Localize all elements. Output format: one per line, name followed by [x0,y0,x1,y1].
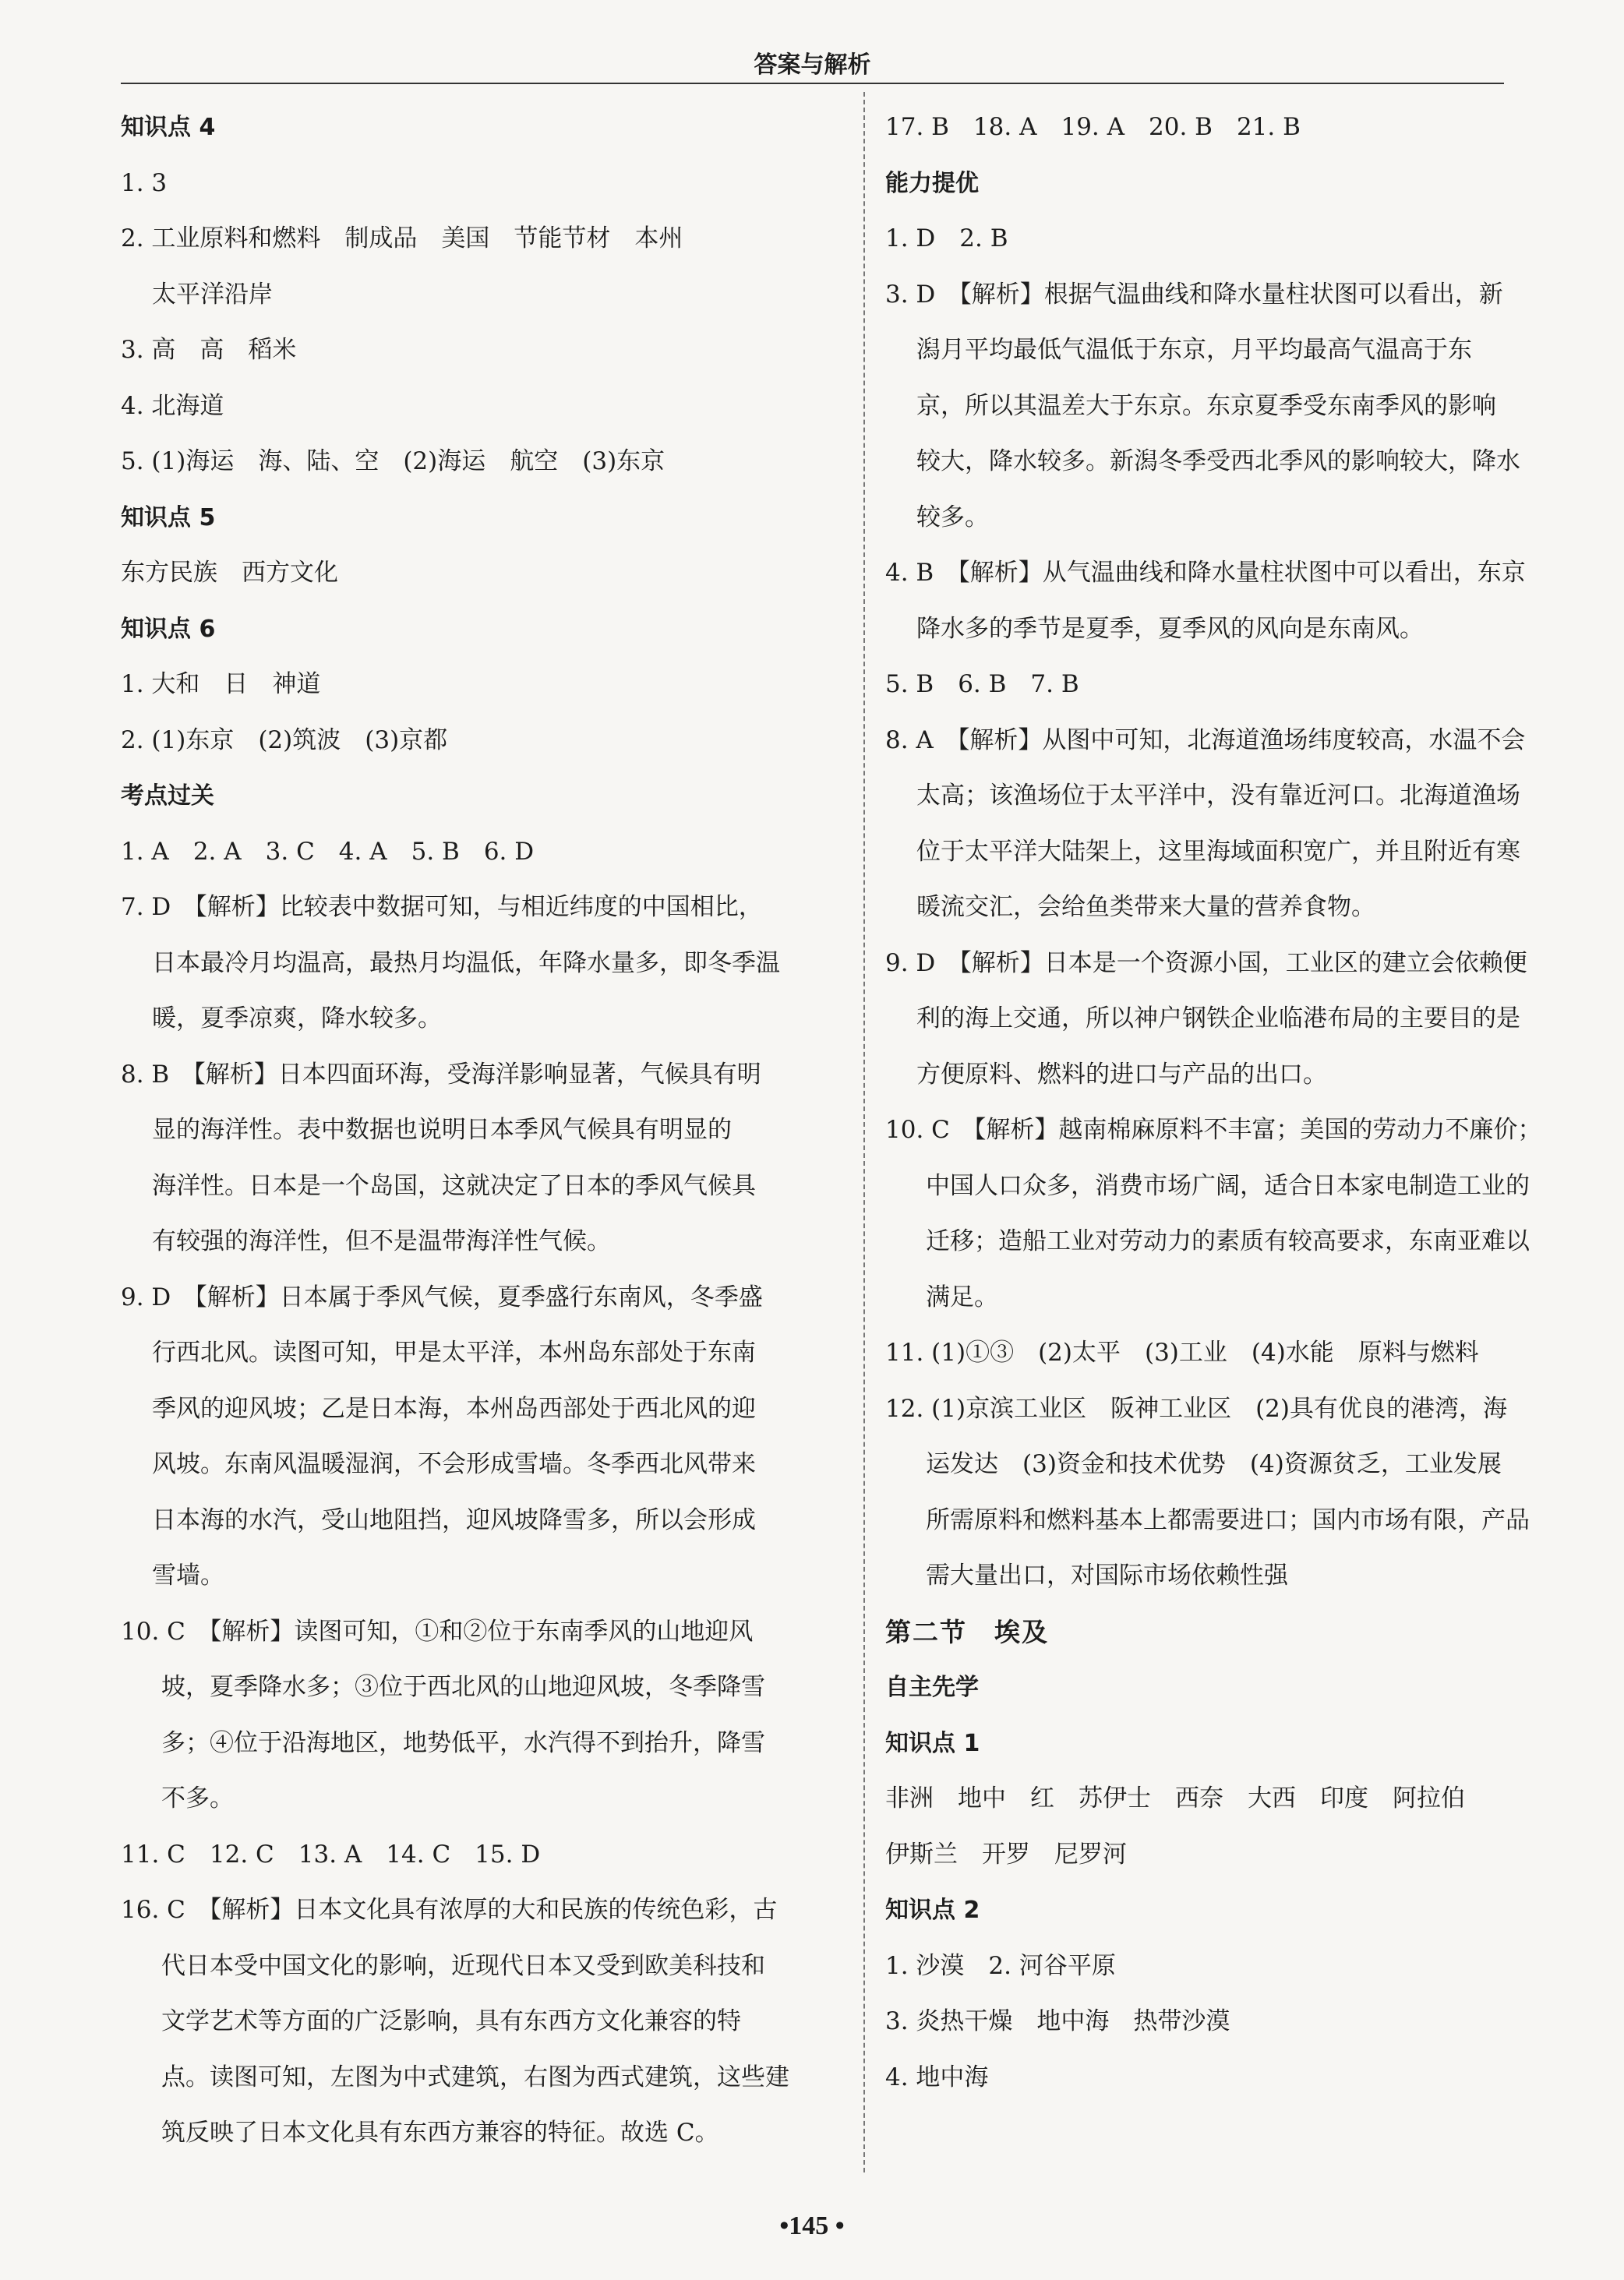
left-column [121,100,838,2162]
answer-line: 7. D 【解析】比较表中数据可知，与相近纬度的中国相比， [121,893,763,921]
answer-line: 9. D 【解析】日本是一个资源小国，工业区的建立会依赖便 [885,948,1527,977]
answer-line: 日本海的水汽，受山地阻挡，迎风坡降雪多，所以会形成 [152,1505,756,1534]
answer-line: 8. B 【解析】日本四面环海，受海洋影响显著，气候具有明 [121,1060,761,1089]
header-divider [121,83,1504,84]
answer-line: 中国人口众多，消费市场广阔，适合日本家电制造工业的 [926,1171,1530,1200]
answer-line: 12. (1)京滨工业区 阪神工业区 (2)具有优良的港湾，海 [885,1394,1507,1423]
answer-line: 风坡。东南风温暖湿润，不会形成雪墙。冬季西北风带来 [152,1450,756,1478]
section-heading: 知识点 5 [121,503,216,531]
answer-line: 暖，夏季凉爽，降水较多。 [152,1004,442,1032]
section-heading: 考点过关 [121,782,214,810]
answer-line: 迁移；造船工业对劳动力的素质有较高要求，东南亚难以 [926,1227,1530,1255]
answer-line: 筑反映了日本文化具有东西方兼容的特征。故选 C。 [161,2119,719,2147]
answer-line: 2. 工业原料和燃料 制成品 美国 节能节材 本州 [121,224,683,252]
answer-line: 较多。 [916,503,989,531]
answer-line: 海洋性。日本是一个岛国，这就决定了日本的季风气候具 [152,1171,756,1200]
chapter-heading: 第二节 埃及 [885,1616,1049,1647]
column-divider [863,92,865,2172]
answer-line: 季风的迎风坡；乙是日本海，本州岛西部处于西北风的迎 [152,1394,756,1423]
answer-line: 满足。 [926,1283,998,1311]
answer-line: 京，所以其温差大于东京。东京夏季受东南季风的影响 [916,391,1496,420]
answer-line: 较大，降水较多。新潟冬季受西北季风的影响较大，降水 [916,447,1520,475]
answer-line: 16. C 【解析】日本文化具有浓厚的大和民族的传统色彩，古 [121,1896,778,1924]
answer-line: 1. 大和 日 神道 [121,670,321,698]
answer-line: 伊斯兰 开罗 尼罗河 [885,1840,1127,1869]
answer-line: 1. D 2. B [885,224,1008,252]
answer-line: 非洲 地中 红 苏伊士 西奈 大西 印度 阿拉伯 [885,1784,1465,1812]
right-column [885,100,1610,2105]
answer-line: 文学艺术等方面的广泛影响，具有东西方文化兼容的特 [161,2007,741,2035]
page-number: •145 • [779,2211,845,2240]
answer-line: 有较强的海洋性，但不是温带海洋性气候。 [152,1227,611,1255]
answer-line: 5. B 6. B 7. B [885,670,1079,698]
answer-line: 4. B 【解析】从气温曲线和降水量柱状图中可以看出，东京 [885,559,1526,587]
answer-line: 不多。 [161,1784,234,1812]
answer-line: 需大量出口，对国际市场依赖性强 [926,1562,1288,1590]
answer-line: 8. A 【解析】从图中可知，北海道渔场纬度较高，水温不会 [885,725,1526,754]
answer-line: 方便原料、燃料的进口与产品的出口。 [916,1060,1327,1089]
answer-line: 坡，夏季降水多；③位于西北风的山地迎风坡，冬季降雪 [161,1673,765,1701]
answer-line: 17. B 18. A 19. A 20. B 21. B [885,113,1301,141]
answer-line: 行西北风。读图可知，甲是太平洋，本州岛东部处于东南 [152,1339,756,1367]
answer-line: 4. 北海道 [121,391,224,420]
answer-line: 1. 3 [121,168,168,197]
section-heading: 能力提优 [885,169,979,197]
answer-line: 10. C 【解析】读图可知，①和②位于东南季风的山地迎风 [121,1617,754,1646]
answer-line: 1. A 2. A 3. C 4. A 5. B 6. D [121,837,535,866]
section-heading: 知识点 2 [885,1897,980,1924]
answer-line: 4. 地中海 [885,2063,989,2091]
page-header-title: 答案与解析 [754,51,871,79]
answer-line: 11. C 12. C 13. A 14. C 15. D [121,1840,541,1869]
answer-line: 代日本受中国文化的影响，近现代日本又受到欧美科技和 [161,1951,765,1980]
answer-line: 多；④位于沿海地区，地势低平，水汽得不到抬升，降雪 [161,1728,765,1757]
answer-line: 2. (1)东京 (2)筑波 (3)京都 [121,725,448,754]
answer-line: 太高；该渔场位于太平洋中，没有靠近河口。北海道渔场 [916,782,1520,810]
section-heading: 知识点 4 [121,114,216,141]
answer-line: 3. 炎热干燥 地中海 热带沙漠 [885,2007,1230,2035]
answer-line: 降水多的季节是夏季，夏季风的风向是东南风。 [916,614,1424,643]
answer-line: 位于太平洋大陆架上，这里海域面积宽广，并且附近有寒 [916,837,1520,866]
answer-line: 9. D 【解析】日本属于季风气候，夏季盛行东南风，冬季盛 [121,1283,763,1311]
answer-line: 显的海洋性。表中数据也说明日本季风气候具有明显的 [152,1116,732,1144]
answer-line: 太平洋沿岸 [152,280,273,309]
answer-line: 潟月平均最低气温低于东京，月平均最高气温高于东 [916,336,1472,364]
section-heading: 自主先学 [885,1674,979,1701]
answer-line: 1. 沙漠 2. 河谷平原 [885,1951,1116,1980]
answer-line: 东方民族 西方文化 [121,559,338,587]
answer-line: 利的海上交通，所以神户钢铁企业临港布局的主要目的是 [916,1004,1520,1032]
answer-line: 运发达 (3)资金和技术优势 (4)资源贫乏，工业发展 [926,1450,1502,1478]
answer-line: 点。读图可知，左图为中式建筑，右图为西式建筑，这些建 [161,2063,789,2091]
section-heading: 知识点 6 [121,615,216,643]
answer-line: 10. C 【解析】越南棉麻原料不丰富；美国的劳动力不廉价； [885,1116,1542,1144]
answer-line: 暖流交汇，会给鱼类带来大量的营养食物。 [916,893,1375,921]
answer-line: 日本最冷月均温高，最热月均温低，年降水量多，即冬季温 [152,948,780,977]
answer-line: 所需原料和燃料基本上都需要进口；国内市场有限，产品 [926,1505,1530,1534]
answer-line: 5. (1)海运 海、陆、空 (2)海运 航空 (3)东京 [121,447,665,475]
answer-line: 雪墙。 [152,1562,224,1590]
answer-line: 3. 高 高 稻米 [121,336,297,364]
section-heading: 知识点 1 [885,1729,980,1757]
answer-line: 11. (1)①③ (2)太平 (3)工业 (4)水能 原料与燃料 [885,1339,1479,1367]
answer-line: 3. D 【解析】根据气温曲线和降水量柱状图可以看出，新 [885,280,1503,309]
